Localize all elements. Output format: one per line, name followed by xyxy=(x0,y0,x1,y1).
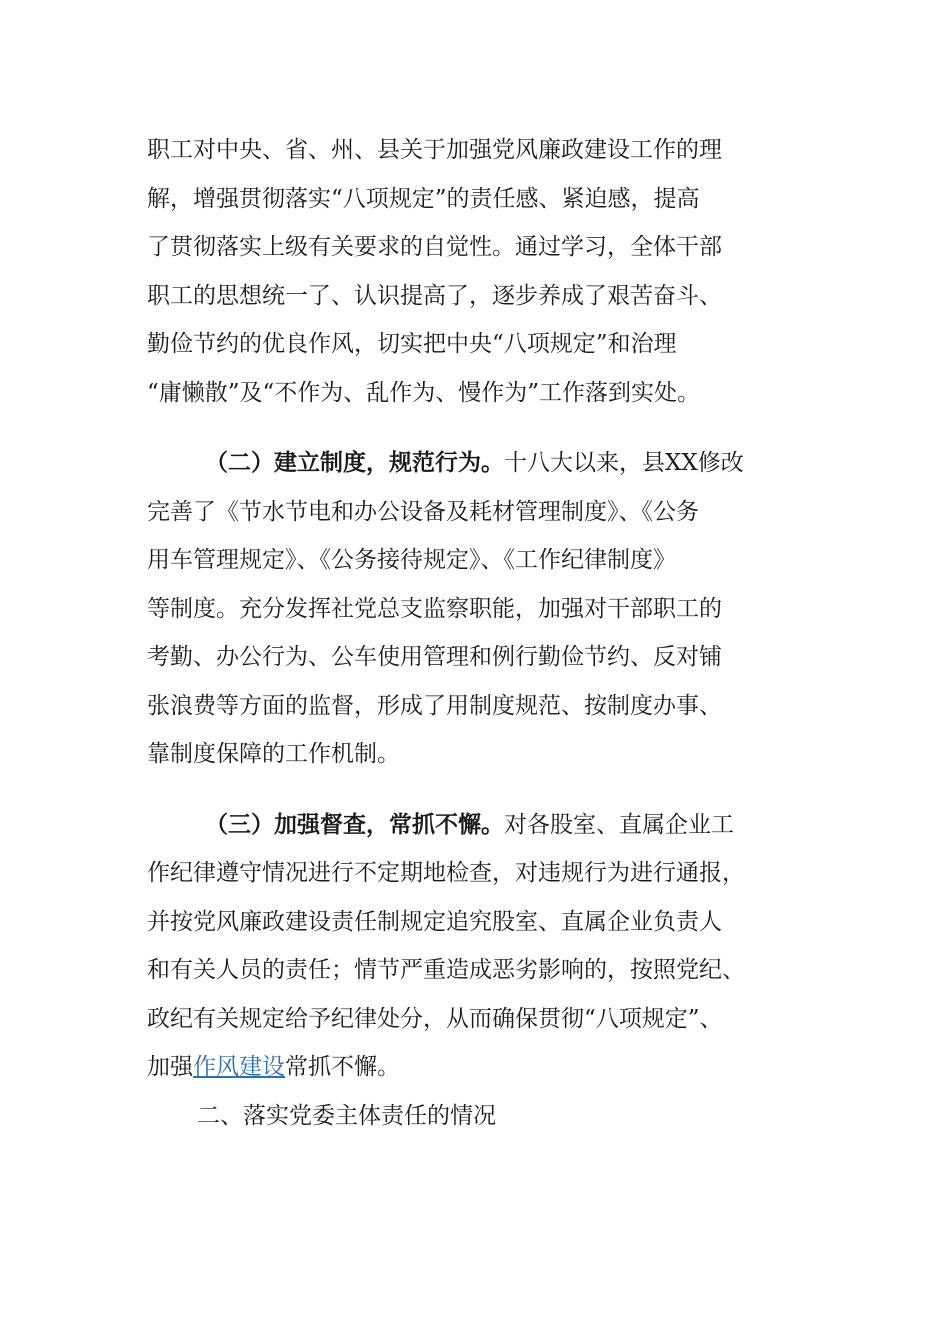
text-line: 作纪律遵守情况进行不定期地检查，对违规行为进行通报， xyxy=(147,860,745,886)
text-run: 对各股室、直属企业工 xyxy=(504,811,734,838)
paragraph-system xyxy=(147,439,807,779)
text-line xyxy=(147,801,807,850)
text-run: 十八大以来，县XX修改 xyxy=(504,450,744,476)
text-line: 和有关人员的责任；情节严重造成恶劣影响的，按照党纪、 xyxy=(147,957,745,983)
work-style-link[interactable]: 作风建设 xyxy=(193,1054,285,1080)
subheading-supervision: （三）加强督查，常抓不懈。 xyxy=(205,810,504,838)
text-line: 靠制度保障的工作机制。 xyxy=(147,741,400,767)
section-heading: 二、落实党委主体责任的情况 xyxy=(197,1102,496,1129)
text-line: 考勤、办公行为、公车使用管理和例行勤俭节约、反对铺 xyxy=(147,644,722,670)
document-page xyxy=(147,126,807,1140)
subheading-system: （二）建立制度，规范行为。 xyxy=(205,449,504,476)
text-line xyxy=(147,1043,807,1092)
paragraph-supervision xyxy=(147,801,807,1092)
text-line: 了贯彻落实上级有关要求的自觉性。通过学习，全体干部 xyxy=(147,234,722,260)
text-line: 用车管理规定》、《公务接待规定》、《工作纪律制度》 xyxy=(147,547,676,573)
text-line: 并按党风廉政建设责任制规定追究股室、直属企业负责人 xyxy=(147,908,722,935)
text-line: 勤俭节约的优良作风，切实把中央“八项规定”和治理 xyxy=(147,331,677,357)
text-line xyxy=(147,439,807,488)
text-run: 常抓不懈。 xyxy=(285,1054,400,1080)
text-line: 职工的思想统一了、认识提高了，逐步养成了艰苦奋斗、 xyxy=(147,282,722,309)
text-line: 等制度。充分发挥社党总支监察职能，加强对干部职工的 xyxy=(147,595,722,622)
text-line: 完善了《节水节电和办公设备及耗材管理制度》、《公务 xyxy=(147,498,699,525)
text-line: 职工对中央、省、州、县关于加强党风廉政建设工作的理 xyxy=(147,137,722,163)
text-line: “庸懒散”及“不作为、乱作为、慢作为”工作落到实处。 xyxy=(147,379,701,406)
text-line: 解，增强贯彻落实“八项规定”的责任感、紧迫感，提高 xyxy=(147,185,700,212)
text-run: 加强 xyxy=(147,1054,193,1080)
paragraph-study xyxy=(147,126,807,417)
text-line: 政纪有关规定给予纪律处分，从而确保贯彻“八项规定”、 xyxy=(147,1005,723,1032)
text-line: 张浪费等方面的监督，形成了用制度规范、按制度办事、 xyxy=(147,692,722,719)
